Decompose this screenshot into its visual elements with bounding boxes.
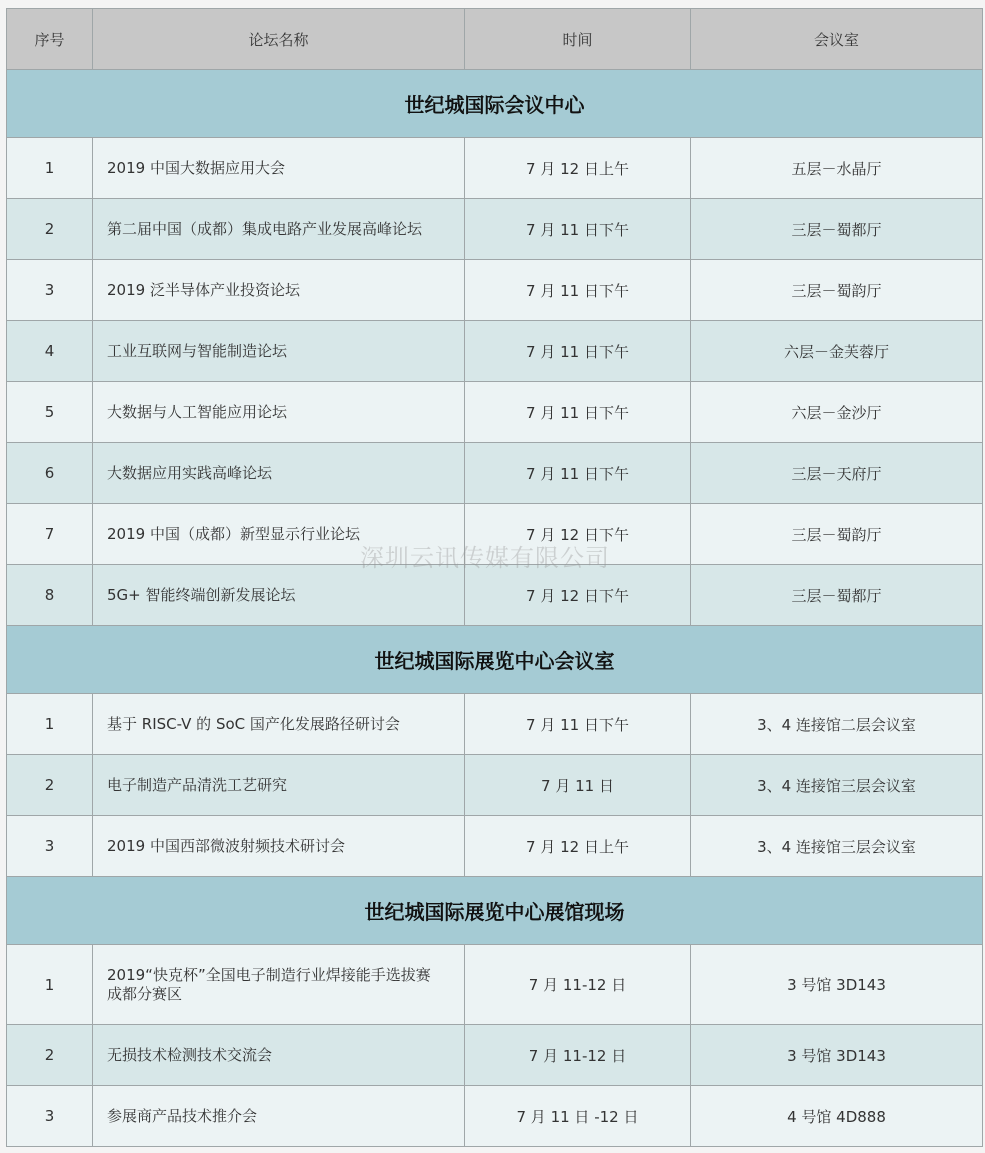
table-row <box>7 504 983 565</box>
cell-time: 7 月 11-12 日 <box>465 945 691 1025</box>
cell-no: 1 <box>7 694 93 755</box>
cell-no: 2 <box>7 755 93 816</box>
cell-forum-name <box>93 199 465 260</box>
cell-no: 7 <box>7 504 93 565</box>
cell-forum-name <box>93 321 465 382</box>
table-row <box>7 694 983 755</box>
table-row <box>7 1086 983 1147</box>
table-row <box>7 755 983 816</box>
cell-no: 3 <box>7 816 93 877</box>
section-header-row <box>7 626 983 694</box>
table-row <box>7 382 983 443</box>
cell-time: 7 月 11 日下午 <box>465 321 691 382</box>
cell-no: 3 <box>7 1086 93 1147</box>
cell-forum-name <box>93 443 465 504</box>
cell-time: 7 月 11 日下午 <box>465 260 691 321</box>
table-row <box>7 443 983 504</box>
cell-no: 2 <box>7 1025 93 1086</box>
forum-name-line: 2019 中国（成都）新型显示行业论坛 <box>107 524 360 543</box>
forum-name-line: 2019“快克杯”全国电子制造行业焊接能手选拔赛 <box>107 965 431 984</box>
cell-time: 7 月 12 日上午 <box>465 138 691 199</box>
header-time: 时间 <box>465 9 691 70</box>
cell-no: 4 <box>7 321 93 382</box>
forum-name-line: 无损技术检测技术交流会 <box>107 1045 273 1064</box>
cell-no: 8 <box>7 565 93 626</box>
cell-room: 3、4 连接馆三层会议室 <box>691 816 983 877</box>
watermark: 深圳云讯传媒有限公司 <box>360 544 610 572</box>
cell-time: 7 月 11 日下午 <box>465 694 691 755</box>
cell-forum-name <box>93 504 465 565</box>
cell-no: 6 <box>7 443 93 504</box>
section-title: 世纪城国际展览中心会议室 <box>7 626 983 694</box>
cell-time: 7 月 11 日 <box>465 755 691 816</box>
cell-forum-name <box>93 945 465 1025</box>
cell-no: 1 <box>7 138 93 199</box>
cell-time: 7 月 12 日上午 <box>465 816 691 877</box>
cell-room: 三层－蜀都厅 <box>691 199 983 260</box>
cell-forum-name <box>93 1086 465 1147</box>
section-header-row <box>7 70 983 138</box>
cell-room: 三层－天府厅 <box>691 443 983 504</box>
cell-forum-name <box>93 816 465 877</box>
forum-name-line: 2019 泛半导体产业投资论坛 <box>107 280 300 299</box>
cell-room: 4 号馆 4D888 <box>691 1086 983 1147</box>
cell-room: 3 号馆 3D143 <box>691 945 983 1025</box>
cell-room: 三层－蜀韵厅 <box>691 260 983 321</box>
cell-room: 三层－蜀韵厅 <box>691 504 983 565</box>
forum-name-line: 大数据与人工智能应用论坛 <box>107 402 288 421</box>
cell-no: 1 <box>7 945 93 1025</box>
cell-time: 7 月 11 日下午 <box>465 199 691 260</box>
cell-time: 7 月 11 日 -12 日 <box>465 1086 691 1147</box>
table-header-row <box>7 9 983 70</box>
cell-no: 5 <box>7 382 93 443</box>
section-header-row <box>7 877 983 945</box>
table-row <box>7 565 983 626</box>
table-row <box>7 260 983 321</box>
header-room: 会议室 <box>691 9 983 70</box>
cell-time: 7 月 11 日下午 <box>465 443 691 504</box>
table-row <box>7 138 983 199</box>
section-title: 世纪城国际会议中心 <box>7 70 983 138</box>
table-row <box>7 945 983 1025</box>
table-row <box>7 816 983 877</box>
table-row <box>7 321 983 382</box>
cell-forum-name <box>93 694 465 755</box>
cell-forum-name <box>93 260 465 321</box>
cell-room: 六层－金芙蓉厅 <box>691 321 983 382</box>
cell-time: 7 月 12 日下午 <box>465 504 691 565</box>
cell-time: 7 月 12 日下午 <box>465 565 691 626</box>
cell-no: 3 <box>7 260 93 321</box>
cell-room: 三层－蜀都厅 <box>691 565 983 626</box>
cell-room: 五层－水晶厅 <box>691 138 983 199</box>
cell-forum-name <box>93 138 465 199</box>
cell-room: 3、4 连接馆三层会议室 <box>691 755 983 816</box>
cell-room: 3、4 连接馆二层会议室 <box>691 694 983 755</box>
cell-room: 3 号馆 3D143 <box>691 1025 983 1086</box>
forum-name-line: 5G+ 智能终端创新发展论坛 <box>107 585 296 604</box>
header-name: 论坛名称 <box>93 9 465 70</box>
cell-room: 六层－金沙厅 <box>691 382 983 443</box>
forum-name-line: 2019 中国大数据应用大会 <box>107 158 285 177</box>
cell-forum-name <box>93 565 465 626</box>
cell-forum-name <box>93 382 465 443</box>
table-body <box>7 70 983 1147</box>
cell-time: 7 月 11-12 日 <box>465 1025 691 1086</box>
forum-name-line: 工业互联网与智能制造论坛 <box>107 341 288 360</box>
forum-name-line: 基于 RISC-V 的 SoC 国产化发展路径研讨会 <box>107 714 400 733</box>
section-title: 世纪城国际展览中心展馆现场 <box>7 877 983 945</box>
table-row <box>7 199 983 260</box>
cell-forum-name <box>93 1025 465 1086</box>
forum-name-line: 参展商产品技术推介会 <box>107 1106 258 1125</box>
forum-name-line: 成都分赛区 <box>107 984 183 1003</box>
table-row <box>7 1025 983 1086</box>
cell-no: 2 <box>7 199 93 260</box>
forum-name-line: 电子制造产品清洗工艺研究 <box>107 775 288 794</box>
cell-time: 7 月 11 日下午 <box>465 382 691 443</box>
forum-name-line: 大数据应用实践高峰论坛 <box>107 463 273 482</box>
forum-name-line: 2019 中国西部微波射频技术研讨会 <box>107 836 345 855</box>
forum-schedule-table <box>6 8 983 1147</box>
forum-name-line: 第二届中国（成都）集成电路产业发展高峰论坛 <box>107 219 423 238</box>
cell-forum-name <box>93 755 465 816</box>
header-no: 序号 <box>7 9 93 70</box>
